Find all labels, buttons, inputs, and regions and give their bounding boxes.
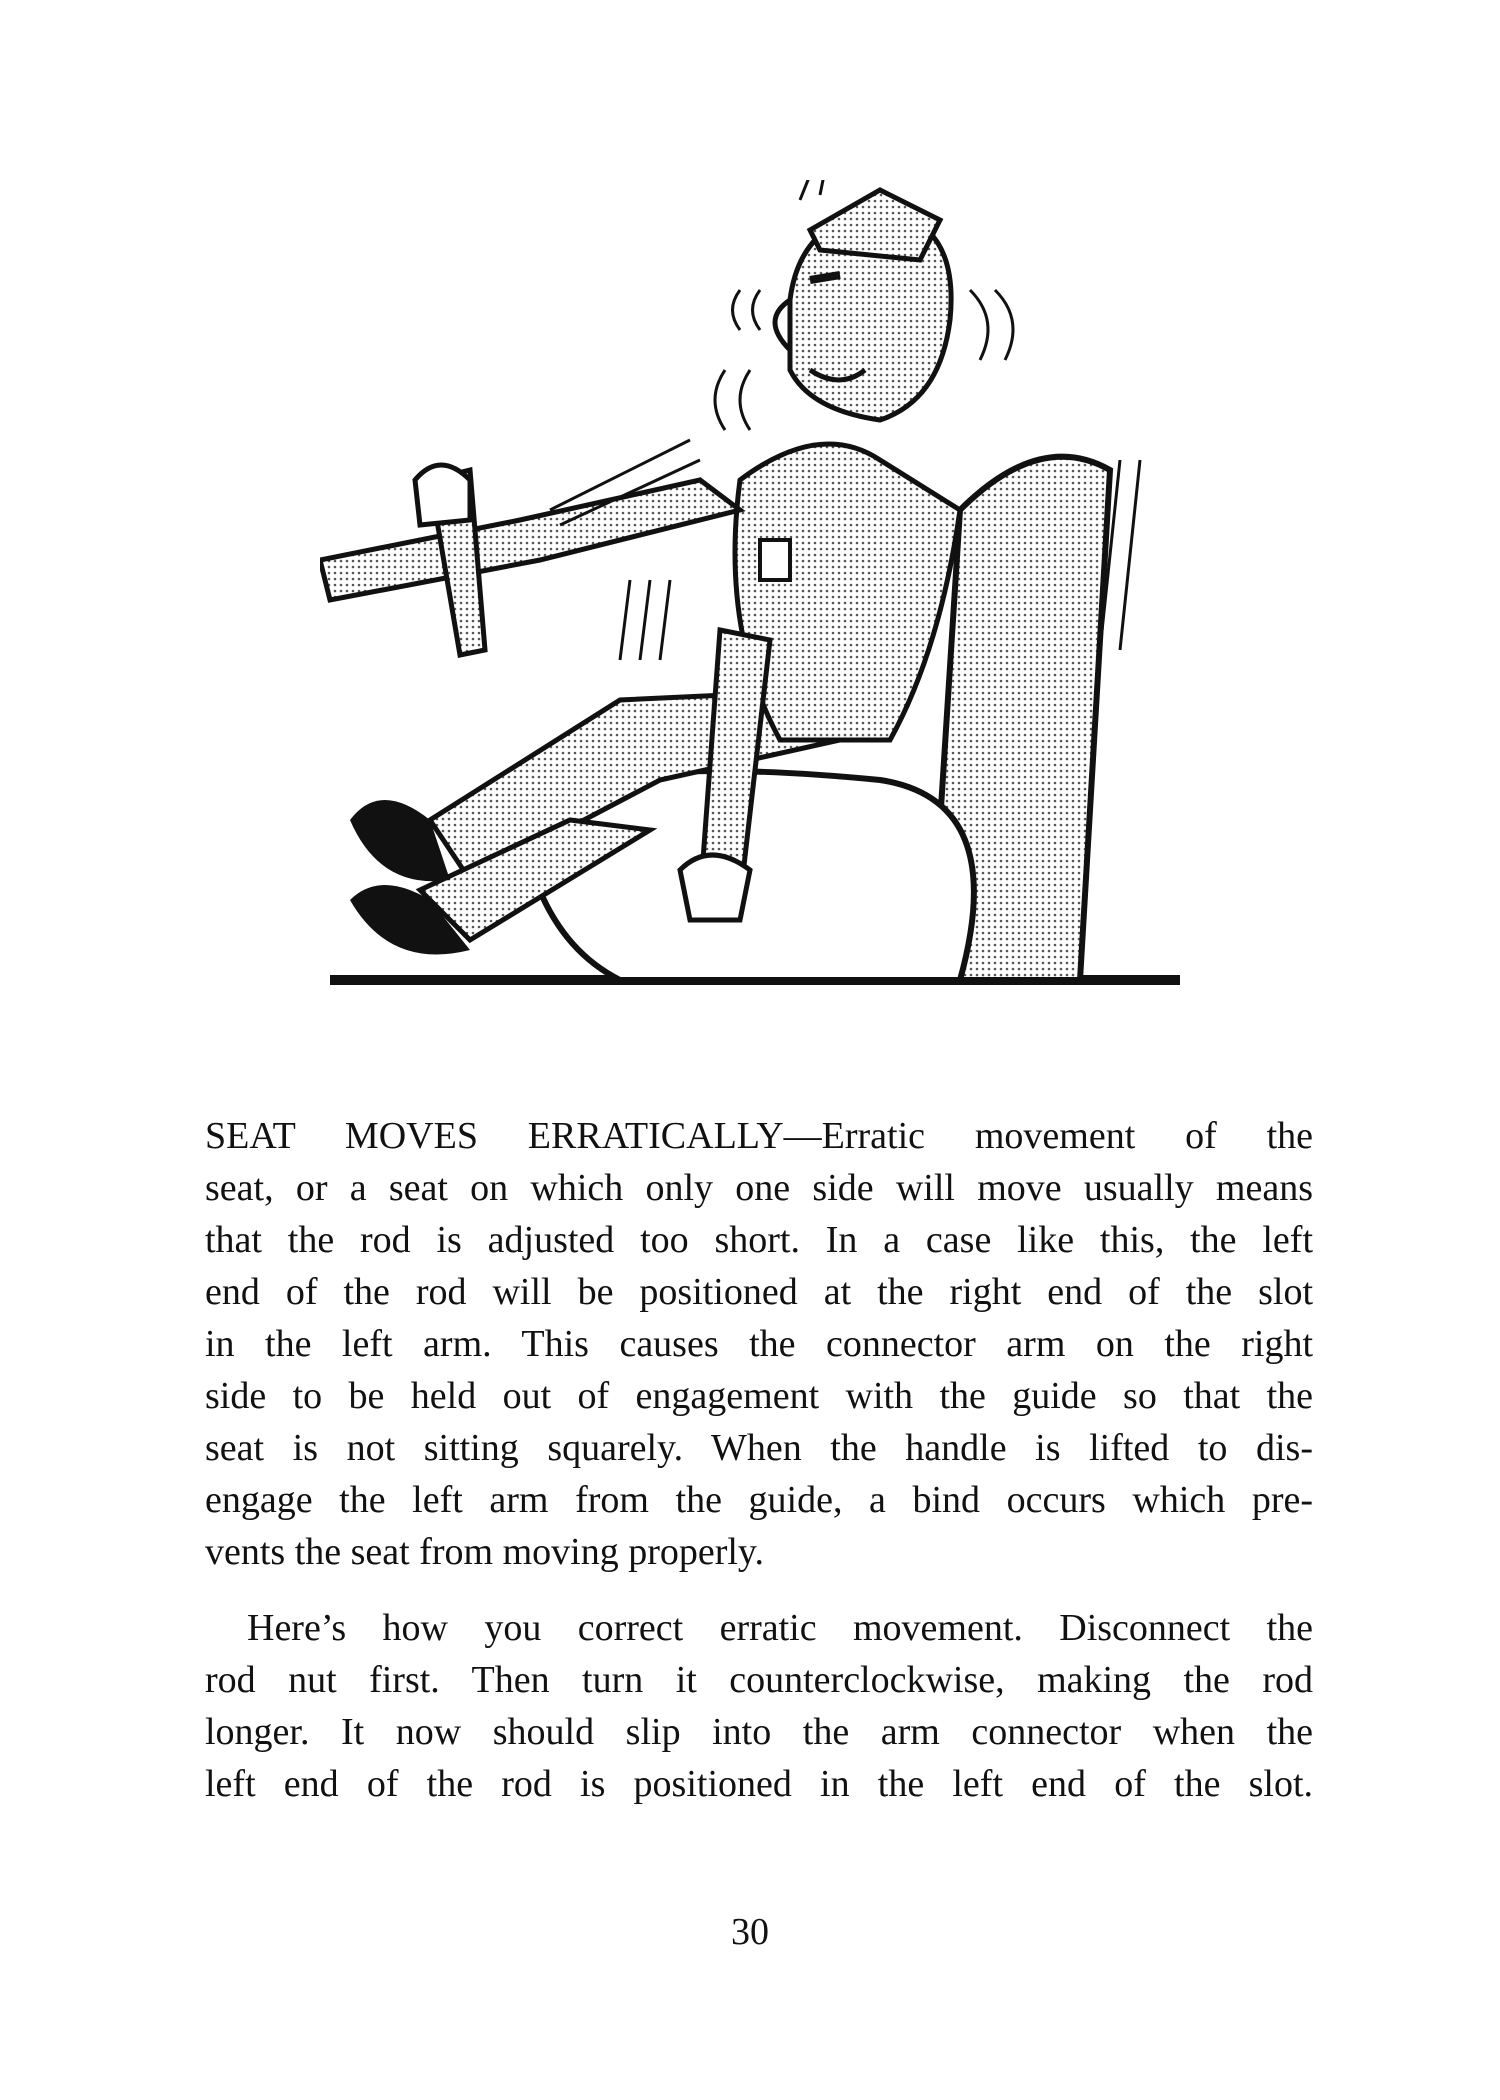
text-line: SEAT MOVES ERRATICALLY—Erratic movement of the	[205, 1115, 1313, 1157]
text-line: in the left arm. This causes the connector arm on the right	[205, 1323, 1313, 1365]
text-line: end of the rod will be positioned at the right end of the slot	[205, 1271, 1313, 1313]
paragraph-seat-moves-erratically	[205, 1110, 1313, 1578]
text-line: seat is not sitting squarely. When the handle is lifted to dis-	[205, 1427, 1313, 1469]
body-text	[205, 1110, 1313, 1810]
text-line: that the rod is adjusted too short. In a case like this, the left	[205, 1219, 1313, 1261]
text-line: vents the seat from moving properly.	[205, 1531, 764, 1573]
man-in-seat-drawing	[320, 180, 1180, 1000]
text-line: longer. It now should slip into the arm connector when the	[205, 1711, 1313, 1753]
text-line: rod nut first. Then turn it counterclockwise, making the rod	[205, 1659, 1313, 1701]
text-line: seat, or a seat on which only one side will move usually means	[205, 1167, 1313, 1209]
text-line: engage the left arm from the guide, a bind occurs which pre-	[205, 1479, 1313, 1521]
page-number: 30	[731, 1911, 769, 1953]
text-line: Here’s how you correct erratic movement. Disconnect the	[247, 1607, 1313, 1649]
paragraph-correction	[205, 1602, 1313, 1810]
text-line: left end of the rod is positioned in the left end of the slot.	[205, 1763, 1313, 1805]
text-line: side to be held out of engagement with the guide so that the	[205, 1375, 1313, 1417]
cartoon-illustration	[320, 180, 1180, 1000]
